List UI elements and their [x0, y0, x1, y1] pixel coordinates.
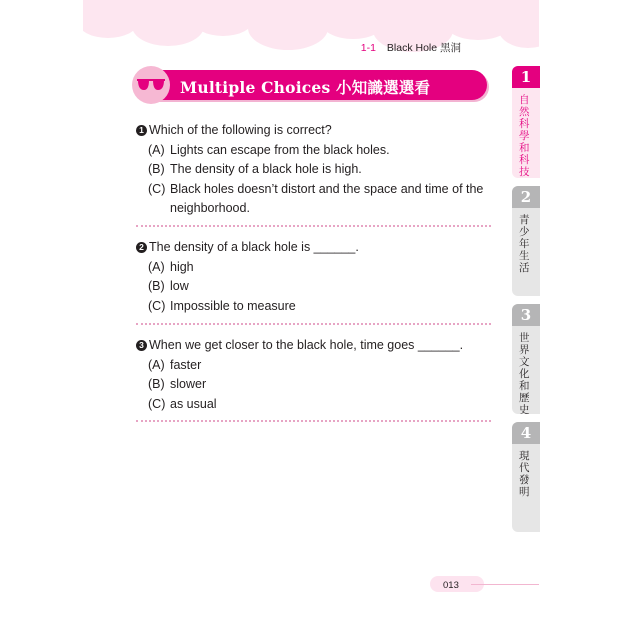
question-text: When we get closer to the black hole, time goes ______. [149, 338, 464, 352]
section-banner [138, 70, 487, 100]
banner-badge [132, 66, 170, 104]
dotted-divider [136, 323, 491, 325]
chapter-tab-3[interactable] [512, 304, 540, 414]
tab-number: 2 [512, 186, 540, 208]
page-number-rule [471, 584, 539, 585]
question-2 [136, 238, 496, 316]
section-number: 1-1 [360, 42, 376, 54]
tab-number: 4 [512, 422, 540, 444]
question-number-badge: 1 [136, 125, 147, 136]
page-number: 013 [443, 580, 459, 591]
dotted-divider [136, 225, 491, 227]
option-b: (B) The density of a black hole is high. [148, 162, 362, 176]
section-title: Black Hole 黑洞 [386, 42, 461, 54]
question-number-badge: 2 [136, 242, 147, 253]
running-head [361, 40, 461, 55]
tab-label: 自然科學和科技 [519, 94, 530, 178]
option-b: (B) slower [148, 377, 207, 391]
chapter-tab-2[interactable] [512, 186, 540, 296]
cloud-decoration [83, 0, 539, 60]
option-c: (C) Impossible to measure [148, 298, 296, 313]
tab-label: 青少年生活 [519, 214, 530, 274]
sunglasses-icon [136, 77, 166, 93]
tab-label: 世界文化和歷史 [519, 332, 530, 414]
question-text: Which of the following is correct? [149, 123, 332, 137]
option-a: (A) high [148, 259, 194, 274]
question-number-badge: 3 [136, 340, 147, 351]
chapter-tab-4[interactable] [512, 422, 540, 532]
tab-label: 現代發明 [519, 450, 530, 498]
tab-number: 1 [512, 66, 540, 88]
banner-title: Multiple Choices 小知識選選看 [180, 78, 431, 97]
question-3 [136, 336, 496, 414]
option-c: (C) Black holes doesn’t distort and the space and time of the neighborhood. [148, 181, 484, 215]
option-a: (A) Lights can escape from the black holes. [148, 142, 390, 157]
option-c: (C) as usual [148, 396, 217, 411]
tab-number: 3 [512, 304, 540, 326]
question-text: The density of a black hole is ______. [149, 240, 359, 254]
option-a: (A) faster [148, 357, 202, 372]
question-1 [136, 121, 496, 219]
book-page [83, 0, 539, 620]
dotted-divider [136, 420, 491, 422]
chapter-tab-1[interactable] [512, 66, 540, 178]
option-b: (B) low [148, 279, 189, 293]
